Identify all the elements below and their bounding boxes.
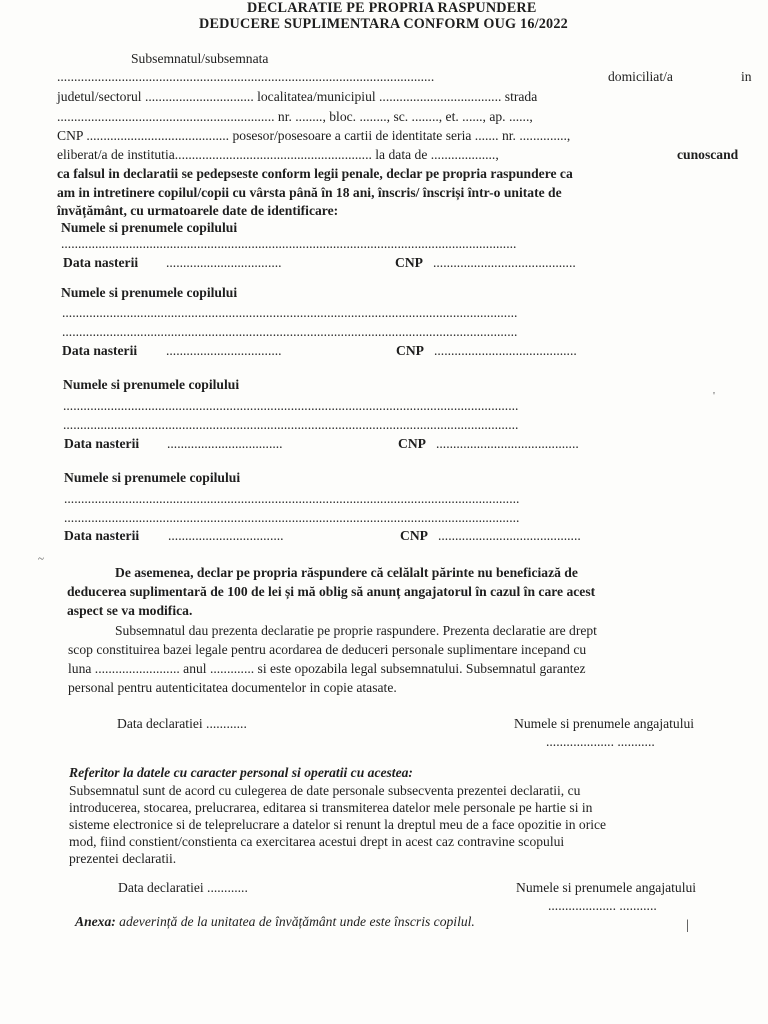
declaration-line-1: ca falsul in declaratii se pedepseste conform legii penale, declar pe propria raspundere ca bbox=[57, 166, 573, 181]
address-line-1: judetul/sectorul ................................ localitatea/municipiul .................................... strada bbox=[57, 89, 538, 104]
purpose-line-3: luna ......................... anul ............. si este opozabila legal subsemnatului. Subsemnatul garantez bbox=[68, 661, 586, 676]
scan-mark: ~ bbox=[38, 553, 44, 565]
child-2-birth-dots: .................................. bbox=[166, 343, 282, 358]
child-1-birth-dots: .................................. bbox=[166, 255, 282, 270]
purpose-line-2: scop constituirea bazei legale pentru acordarea de deduceri personale suplimentare incepand cu bbox=[68, 642, 587, 657]
scan-mark: | bbox=[686, 918, 689, 933]
employee-name-dots-1: .................... ........... bbox=[546, 734, 655, 749]
anexa-text: adeverință de la unitatea de învățământ unde este înscris copilul. bbox=[115, 914, 475, 929]
child-3-cnp-label: CNP bbox=[398, 436, 426, 451]
cunoscand-label: cunoscand bbox=[677, 147, 739, 162]
anexa-label: Anexa: bbox=[75, 914, 116, 929]
eliberat-line: eliberat/a de institutia.......................................................... la data de ..................., bbox=[57, 147, 499, 162]
child-4-name-dots-1: ...................................................................................................................................... bbox=[64, 491, 520, 506]
child-3-name-dots-1: ...................................................................................................................................... bbox=[63, 398, 519, 413]
child-4-cnp-label: CNP bbox=[400, 528, 428, 543]
child-2-cnp-label: CNP bbox=[396, 343, 424, 358]
in-label: in bbox=[741, 69, 752, 84]
scan-mark: ' bbox=[713, 390, 715, 402]
child-1-cnp-dots: .......................................... bbox=[433, 255, 576, 270]
child-1-birth-label: Data nasterii bbox=[63, 255, 139, 270]
child-1-name-label: Numele si prenumele copilului bbox=[61, 220, 238, 235]
gdpr-line-2: introducerea, stocarea, prelucrarea, editarea si transmiterea datelor mele personale pe hartie si in bbox=[69, 800, 593, 815]
anexa-line bbox=[75, 914, 475, 930]
subsemnatul-label: Subsemnatul/subsemnata bbox=[131, 51, 269, 66]
name-dots-line: ............................................................................................................... bbox=[57, 69, 435, 84]
purpose-line-4: personal pentru autenticitatea documentelor in copie atasate. bbox=[68, 680, 397, 695]
child-2-name-dots-2: ...................................................................................................................................... bbox=[62, 324, 518, 339]
document-title-line-1: DECLARATIE PE PROPRIA RASPUNDERE bbox=[247, 0, 537, 16]
address-line-2: ................................................................ nr. ........, bloc. ........, sc. ........, et. ......, ap. ......, bbox=[57, 109, 533, 124]
child-2-birth-label: Data nasterii bbox=[62, 343, 138, 358]
child-4-birth-label: Data nasterii bbox=[64, 528, 140, 543]
child-4-name-label: Numele si prenumele copilului bbox=[64, 470, 241, 485]
gdpr-line-3: sisteme electronice si de teleprelucrare a datelor si renunt la dreptul meu de a face opozitie in orice bbox=[69, 817, 607, 832]
other-parent-line-2: deducerea suplimentară de 100 de lei și mă oblig să anunț angajatorul în cazul în care acest bbox=[67, 584, 596, 599]
domiciliat-label: domiciliat/a bbox=[608, 69, 673, 84]
purpose-line-1: Subsemnatul dau prezenta declaratie pe proprie raspundere. Prezenta declaratie are drept bbox=[115, 623, 597, 638]
child-2-name-label: Numele si prenumele copilului bbox=[61, 285, 238, 300]
child-3-birth-dots: .................................. bbox=[167, 436, 283, 451]
gdpr-line-4: mod, fiind constient/constienta ca exercitarea acestui drept in acest caz contravine scopului bbox=[69, 834, 565, 849]
child-4-birth-dots: .................................. bbox=[168, 528, 284, 543]
other-parent-line-3: aspect se va modifica. bbox=[67, 603, 193, 618]
child-4-cnp-dots: .......................................... bbox=[438, 528, 581, 543]
child-1-cnp-label: CNP bbox=[395, 255, 423, 270]
gdpr-line-1: Subsemnatul sunt de acord cu culegerea de date personale subsecventa prezentei declaratii, cu bbox=[69, 783, 581, 798]
cnp-id-line: CNP .......................................... posesor/posesoare a cartii de identitate seria ....... nr. .............., bbox=[57, 128, 571, 143]
child-2-name-dots-1: ...................................................................................................................................... bbox=[62, 305, 518, 320]
child-3-name-label: Numele si prenumele copilului bbox=[63, 377, 240, 392]
declaration-line-2: am in intretinere copilul/copii cu vârsta până în 18 ani, înscris/ înscriși într-o unitate de bbox=[57, 185, 562, 200]
employee-name-label-1: Numele si prenumele angajatului bbox=[514, 716, 695, 731]
employee-name-dots-2: .................... ........... bbox=[548, 898, 657, 913]
gdpr-line-5: prezentei declaratii. bbox=[69, 851, 177, 866]
child-3-cnp-dots: .......................................... bbox=[436, 436, 579, 451]
employee-name-label-2: Numele si prenumele angajatului bbox=[516, 880, 697, 895]
child-4-name-dots-2: ...................................................................................................................................... bbox=[64, 510, 520, 525]
gdpr-heading: Referitor la datele cu caracter personal si operatii cu acestea: bbox=[69, 765, 413, 780]
declaration-date-1: Data declaratiei ............ bbox=[117, 716, 247, 731]
document-title-line-2: DEDUCERE SUPLIMENTARA CONFORM OUG 16/2022 bbox=[199, 16, 568, 32]
declaration-date-2: Data declaratiei ............ bbox=[118, 880, 248, 895]
other-parent-line-1: De asemenea, declar pe propria răspundere că celălalt părinte nu beneficiază de bbox=[115, 565, 578, 580]
child-2-cnp-dots: .......................................... bbox=[434, 343, 577, 358]
child-3-birth-label: Data nasterii bbox=[64, 436, 140, 451]
child-1-name-dots: ...................................................................................................................................... bbox=[61, 236, 517, 251]
declaration-line-3: învățământ, cu urmatoarele date de identificare: bbox=[57, 203, 339, 218]
child-3-name-dots-2: ...................................................................................................................................... bbox=[63, 417, 519, 432]
